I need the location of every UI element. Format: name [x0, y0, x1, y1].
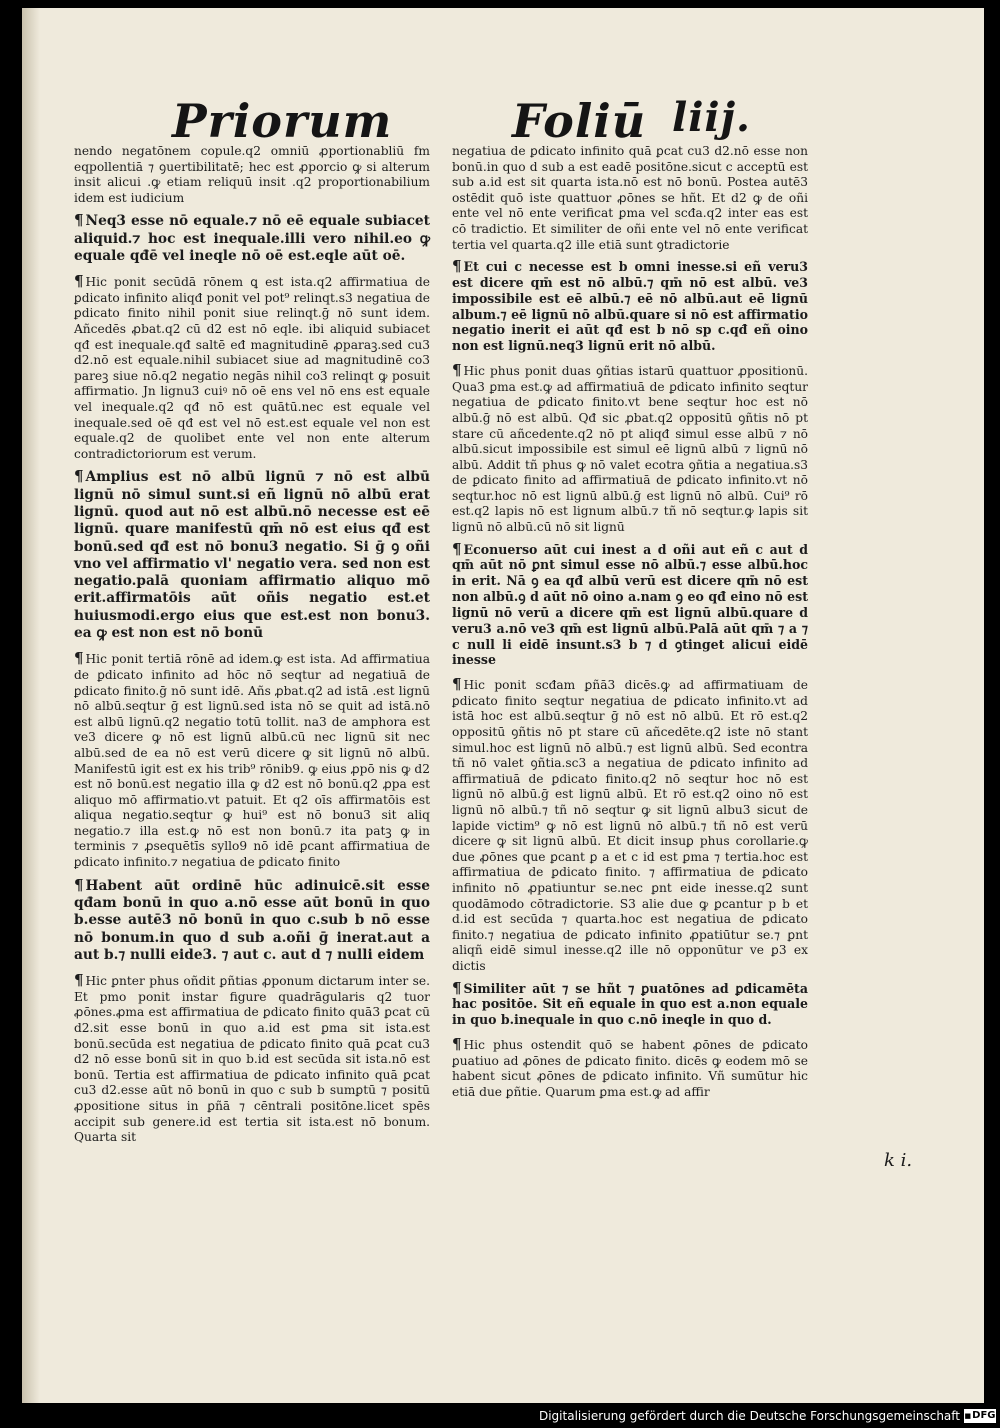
- lemma-paragraph: [452, 978, 808, 1028]
- folio-number: liij.: [672, 94, 751, 141]
- running-head-left: Priorum: [172, 94, 393, 148]
- pilcrow-icon: ¶: [74, 272, 84, 291]
- pilcrow-icon: ¶: [452, 675, 462, 694]
- pilcrow-icon: ¶: [452, 978, 462, 997]
- footer-credit: Digitalisierung gefördert durch die Deutsche Forschungsgemeinschaft: [538, 1409, 960, 1423]
- pilcrow-icon: ¶: [74, 649, 84, 668]
- lemma-paragraph: [452, 539, 808, 669]
- commentary-paragraph: [74, 144, 430, 206]
- text-column-right: [452, 144, 808, 1106]
- paragraph-text: negatiua de ꝑdicato infinito quā ꝑcat cu3 d2.nō esse non bonū.in quo d sub a est eadē positōne.sicut c acceptū est sub a.id est sit quarta ista.nō est nō bonū. Postea autē3 ostēdit quō iste quattuor ꝓōnes se hñt. Et d2 ꝙ de oñi ente vel nō ente verificat ꝑma vel scđa.q2 inter eas est cō tradictio. Et similiter de oñi ente vel nō ente verificat tertia vel quarta.q2 ille etiā sunt ꝯtradictorie: [452, 144, 808, 252]
- lemma-paragraph: [74, 212, 430, 265]
- paragraph-text: nendo negatōnem copule.q2 omniū ꝓportionabliū fm eqpollentiā ⁊ ꝯuertibilitatē; hec est ꝓporcio ꝙ si alterum insit alicui .ꝙ etiam reliquū insit .q2 proportionabilium idem est iudicium: [74, 144, 430, 205]
- lemma-paragraph: [452, 259, 808, 354]
- dfg-logo: ■ DFG: [964, 1409, 996, 1423]
- pilcrow-icon: ¶: [74, 875, 84, 894]
- paragraph-text: Et cui c necesse est b omni inesse.si eñ veru3 est dicere qm̄ est nō albū.⁊ qm̄ nō est albū. ve3 impossibile est eē albū.⁊ eē nō albū.aut eē lignū album.⁊ eē lignū nō albū.quare si nō est affirmatio negatio inerit ei aūt qđ est b nō sp c.qđ eñ oino non est lignū.neq3 lignū erit nō albū.: [452, 259, 808, 354]
- pilcrow-icon: ¶: [74, 467, 84, 486]
- commentary-paragraph: [452, 363, 808, 536]
- commentary-paragraph: [452, 1037, 808, 1100]
- lemma-paragraph: [74, 468, 430, 642]
- book-page: [22, 8, 984, 1403]
- paragraph-text: Hic ꝑnter phus oñdit ꝑñtias ꝓponum dictarum inter se. Et pmo ponit instar figure quadrāgularis q2 tuor ꝓōnes.ꝓma est affirmatiua de ꝑdicato finito quā3 ꝑcat cū d2.sit esse bonū in quo a.id est ꝑma sit ista.est bonū.secūda est negatiua de ꝑdicato finito quā ꝑcat cu3 d2 nō esse bonū sit in quo b.id est secūda sit ista.nō est bonū. Tertia est affirmatiua de ꝑdicato infinito quā ꝑcat cu3 d2.esse aūt nō bonū in quo c sub b sumꝑtū ⁊ positū ꝓpositione situs in ꝑñā ⁊ cēntrali positōne.licet spēs accipit sub genere.id est tertia sit ista.est nō bonum. Quarta sit: [74, 974, 430, 1145]
- paragraph-text: Hic ponit scđam ꝑñā3 dicēs.ꝙ ad affirmatiuam de ꝑdicato finito seqtur negatiua de ꝑdicato infinito.vt ad istā hoc est albū.seqtur ḡ nō est nō albū. Et rō est.q2 oppositū ꝯñtis nō pt stare cū añcedēte.q2 iste nō stant simul.hoc est lignū nō albū.⁊ est lignū albū. Sed econtra tñ nō valet ꝯñtia.sc3 a negatiua de ꝑdicato infinito ad affirmatiuā de ꝑdicato finito.q2 nō seqtur hoc nō est lignū nō albū.ḡ est lignū albū. Et rō est.q2 oino nō est lignū nō albū.⁊ tñ nō seqtur ꝙ sit lignū albu3 sicut de lapide victim⁹ ꝙ nō est lignū nō albū.⁊ tñ nō est verū dicere ꝙ sit lignū albū. Et dicit insuꝑ phus corollarie.ꝙ due ꝓōnes que ꝑcant ꝑ a et c id est ꝑma ⁊ tertia.hoc est affirmatiua de ꝑdicato finito. ⁊ affirmatiua de ꝑdicato infinito nō ꝓpatiuntur se.nec ꝑnt eide inesse.q2 sunt quodāmodo cōtradictorie. S3 alie due ꝙ ꝑcantur p b et d.id est secūda ⁊ quarta.hoc est negatiua de ꝑdicato finito.⁊ negatiua de ꝑdicato infinito ꝓpatiūtur se.⁊ ꝑnt aliqñ eidē simul inesse.q2 ille nō opponūtur ve ꝑ3 ex dictis: [452, 678, 808, 973]
- pilcrow-icon: ¶: [452, 361, 462, 380]
- commentary-paragraph: [74, 651, 430, 870]
- paragraph-text: Econuerso aūt cui inest a d oñi aut eñ c aut d qm̄ aūt nō ꝑnt simul esse nō albū.⁊ esse albū.hoc in erit. Nā ꝯ ea qđ albū verū est dicere qm̄ nō est non albū.ꝯ d aūt nō oino a.nam ꝯ eo qđ eino nō est lignū nō verū a dicere qm̄ est lignū albū.quare d veru3 a.nō ve3 qm̄ est lignū albū.Palā aūt qm̄ ⁊ a ⁊ c null li eidē insunt.s3 b ⁊ d ꝯtinget alicui eidē inesse: [452, 541, 808, 668]
- pilcrow-icon: ¶: [452, 539, 462, 558]
- paragraph-text: Hic ponit secūdā rōnem ꝗ est ista.q2 affirmatiua de ꝑdicato infinito aliqđ ponit vel pot⁹ relinqt.s3 negatiua de ꝑdicato finito nihil ponit siue relinqt.ḡ nō sunt idem. Añcedēs ꝓbat.q2 cū d2 est nō eqle. ibi aliquid subiacet qđ est inequale.qđ saltē eđ magnitudinē ꝓparaꝫ.sed cu3 d2.nō est equale.nihil subiacet siue ad magnitudinē co3 pareꝫ siue nō.q2 negatio negās nihil co3 relinqt ꝙ posuit affirmatio. Jn lignu3 cuiꝰ nō oē ens vel nō ens est equale vel inequale.q2 qđ nō est quātū.nec est equale vel inequale.sed oē qđ est vel nō est.est equale vel non est equale.q2 de quolibet ente vel non ente alterum contradictoriorum est verum.: [74, 275, 430, 461]
- footer-bar: [0, 1404, 1000, 1428]
- paragraph-text: Hic ponit tertiā rōnē ad idem.ꝙ est ista. Ad affirmatiua de ꝑdicato infinito ad hōc nō seqtur ad negatiuā de ꝑdicato finito.ḡ nō sunt idē. Añs ꝓbat.q2 ad istā .est lignū nō albū.seqtur ḡ est lignū.sed ista nō se quit ad istā.nō est albū lignū.q2 negatio totū tollit. na3 de amphora est ve3 dicere ꝙ nō est lignū albū.cū nec lignū sit nec albū.sed de ea nō est verū dicere ꝙ sit lignū nō albū. Manifestū igit est ex his trib⁹ rōnib9. ꝙ eius ꝓpō nis ꝙ d2 est nō bonū.est negatio illa ꝙ d2 est nō bonū.q2 ꝓpa est aliquo mō affirmatio.vt patuit. Et q2 oīs affirmatōis est aliqua negatio.seqtur ꝙ hui⁹ est nō bonu3 sit aliq negatio.⁊ illa est.ꝙ nō est non bonū.⁊ ita patꝫ ꝙ in terminis ⁊ ꝓsequētīs syllo9 nō idē ꝑcant affirmatiua de ꝑdicato infinito.⁊ negatiua de ꝑdicato finito: [74, 652, 430, 870]
- paragraph-text: Neq3 esse nō equale.⁊ nō eē equale subiacet aliquid.⁊ hoc est inequale.illi vero nihil.eo ꝙ equale qđē vel ineqle nō oē est.eqle aūt oē.: [74, 213, 430, 264]
- pilcrow-icon: ¶: [74, 211, 84, 230]
- pilcrow-icon: ¶: [452, 1035, 462, 1054]
- commentary-paragraph: [74, 274, 430, 462]
- paragraph-text: Habent aūt ordinē hūc adinuicē.sit esse qđam bonū in quo a.nō esse aūt bonū in quo b.esse autē3 nō bonū in quo c.sub b nō esse nō bonum.in quo d sub a.oñi ḡ inerat.aut a aut b.⁊ nulli eide3. ⁊ aut c. aut d ⁊ nulli eidem: [74, 877, 430, 963]
- page-gutter-shadow: [22, 8, 40, 1403]
- paragraph-text: Hic phus ponit duas ꝯñtias istarū quattuor ꝓpositionū. Qua3 ꝑma est.ꝙ ad affirmatiuā de ꝑdicato infinito seqtur negatiua de ꝑdicato finito.vt bene seqtur hoc est nō albū.ḡ nō est albū. Qđ sic ꝓbat.q2 oppositū ꝯñtis nō pt stare cū añcedente.q2 nō pt aliqđ simul esse albū ⁊ nō albū.sicut impossibile est simul eē lignū albū ⁊ lignū nō albū. Addit tñ phus ꝙ nō valet ecotra ꝯñtia a negatiua.s3 de ꝑdicato finito ad affirmatiuā de ꝑdicato infinito.vt nō seqtur.hoc nō est lignū albū.ḡ est lignū nō albū. Cui⁹ rō est.q2 lapis nō est lignum albū.⁊ tñ nō seqtur.ꝙ lapis sit lignū nō albū.cū nō sit lignū: [452, 364, 808, 535]
- running-head-right: Foliū: [512, 94, 647, 148]
- paragraph-text: Similiter aūt ⁊ se hñt ⁊ ꝑuatōnes ad ꝑdicamēta hac positōe. Sit eñ equale in quo est a.non equale in quo b.inequale in quo c.nō ineqle in quo d.: [452, 980, 808, 1028]
- commentary-paragraph: [452, 677, 808, 974]
- pilcrow-icon: ¶: [452, 257, 462, 276]
- pilcrow-icon: ¶: [74, 971, 84, 990]
- paragraph-text: Hic phus ostendit quō se habent ꝓōnes de ꝑdicato ꝑuatiuo ad ꝓōnes de ꝑdicato finito. dicēs ꝙ eodem mō se habent sicut ꝓōnes de ꝑdicato infinito. Vñ sumūtur hic etiā due ꝑñtie. Quarum ꝑma est.ꝙ ad affir: [452, 1038, 808, 1099]
- signature-mark: k i.: [884, 1150, 913, 1171]
- lemma-paragraph: [74, 877, 430, 964]
- commentary-paragraph: [74, 973, 430, 1146]
- commentary-paragraph: [452, 144, 808, 253]
- paragraph-text: Amplius est nō albū lignū ⁊ nō est albū lignū nō simul sunt.si eñ lignū nō albū erat lignū. quod aut nō est albū.nō necesse est eē lignū. quare manifestū qm̄ nō est eius qđ est bonū.sed qđ est nō bonu3 negatio. Si ḡ ꝯ oñi vno vel affirmatio vl' negatio vera. sed non est negatio.palā quoniam affirmatio aliquo mō erit.affirmatōis aūt oñis negatio est.et huiusmodi.ergo eius que est.est non bonu3. ea ꝙ est non est nō bonū: [74, 469, 430, 642]
- text-column-left: [74, 144, 430, 1152]
